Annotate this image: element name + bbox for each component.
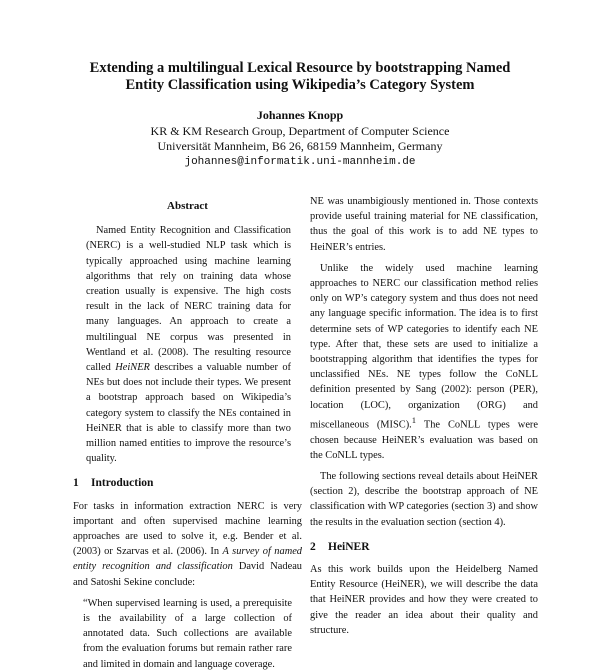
survey-title-italic: A survey of named entity recognition and classification (73, 546, 303, 573)
abstract-text-b: describes a valuable number of NEs but does not include their types. We present a bootstrap approach based on Wikipedia’s category system to classify the NEs contained in HeiNER that is able to classify more than two million named entities to improve the resource’s quality. (86, 362, 292, 465)
right-column (310, 194, 538, 644)
section-2-number: 2 (310, 540, 316, 553)
title-line-2: Entity Classification using Wikipedia’s Category System (125, 77, 475, 93)
abstract-text-a: Named Entity Recognition and Classification (NERC) is a well-studied NLP task which is typically approached using machine learning algorithms that rely on training data whose creation usually is expensive. The high costs result in the lack of NERC training data for many languages. An approach to create a multilingual NE corpus was presented in Wentland et al. (2008). The resulting resource called (86, 225, 291, 374)
section-2-title: HeiNER (328, 540, 370, 553)
nadeau-quote: “When supervised learning is used, a prerequisite is the availability of a large collection of annotated data. Such collections are available from the evaluation forums but remain rather rare and limited in domain and language coverage. (83, 597, 292, 670)
right-paragraph-2-b: The CoNLL types were chosen because HeiNER’s evaluation was based on the CoNLL types. (310, 419, 538, 461)
section-1-title: Introduction (91, 477, 154, 490)
author-block (40, 108, 560, 170)
author-name: Johannes Knopp (256, 108, 344, 122)
section-1-text-a: For tasks in information extraction NERC is very important and often supervised machine learning approaches are used to solve it, e.g. Bender et al. (2003) or Szarvas et al. (2006). In (73, 500, 302, 558)
abstract-text (73, 223, 302, 466)
section-2-heading (310, 540, 538, 555)
right-paragraph-2-a: Unlike the widely used machine learning approaches to NERC our classification method relies only on WP’s category system and thus does not need any language specific information. The idea is to first determine sets of WP categories to identify each NE type. After that, these sets are used to initialize a bootstrapping algorithm that identifies the types for unclassified NEs. NE types follow the CoNLL definition presented by Sang (2002): person (PER), location (LOC), organization (ORG) and miscellaneous (MISC). (310, 262, 538, 431)
heiner-italic: HeiNER (115, 362, 150, 374)
author-affiliation-2: Universität Mannheim, B6 26, 68159 Mannheim, Germany (157, 139, 443, 153)
paper-title (40, 60, 560, 94)
right-paragraph-1: NE was unambigiously mentioned in. Those contexts provide useful training material for NE classification, thus the goal of this work is to add NE types to HeiNER’s entries. (310, 196, 538, 253)
abstract-heading: Abstract (167, 200, 208, 212)
section-1-paragraph (73, 499, 302, 590)
author-email: johannes@informatik.uni-mannheim.de (184, 155, 416, 168)
author-affiliation-1: KR & KM Research Group, Department of Computer Science (150, 123, 450, 138)
section-1-number: 1 (73, 477, 79, 490)
footnote-mark: 1 (411, 414, 417, 425)
right-paragraph-3: The following sections reveal details about HeiNER (section 2), describe the bootstrap approach of NE classification with WP categories (section 3) and show the results in the evaluation section (section 4). (310, 470, 538, 528)
right-paragraph-2 (310, 261, 538, 463)
section-1-text-b: David Nadeau and Satoshi Sekine conclude: (73, 561, 302, 588)
section-1-heading (73, 476, 302, 491)
section-2-paragraph: As this work builds upon the Heidelberg Named Entity Resource (HeiNER), we will describe the data that HeiNER provides and how they were created to give the reader an idea about their quality and structure. (310, 563, 538, 636)
title-line-1: Extending a multilingual Lexical Resource by bootstrapping Named (89, 60, 511, 76)
left-column (73, 194, 302, 672)
